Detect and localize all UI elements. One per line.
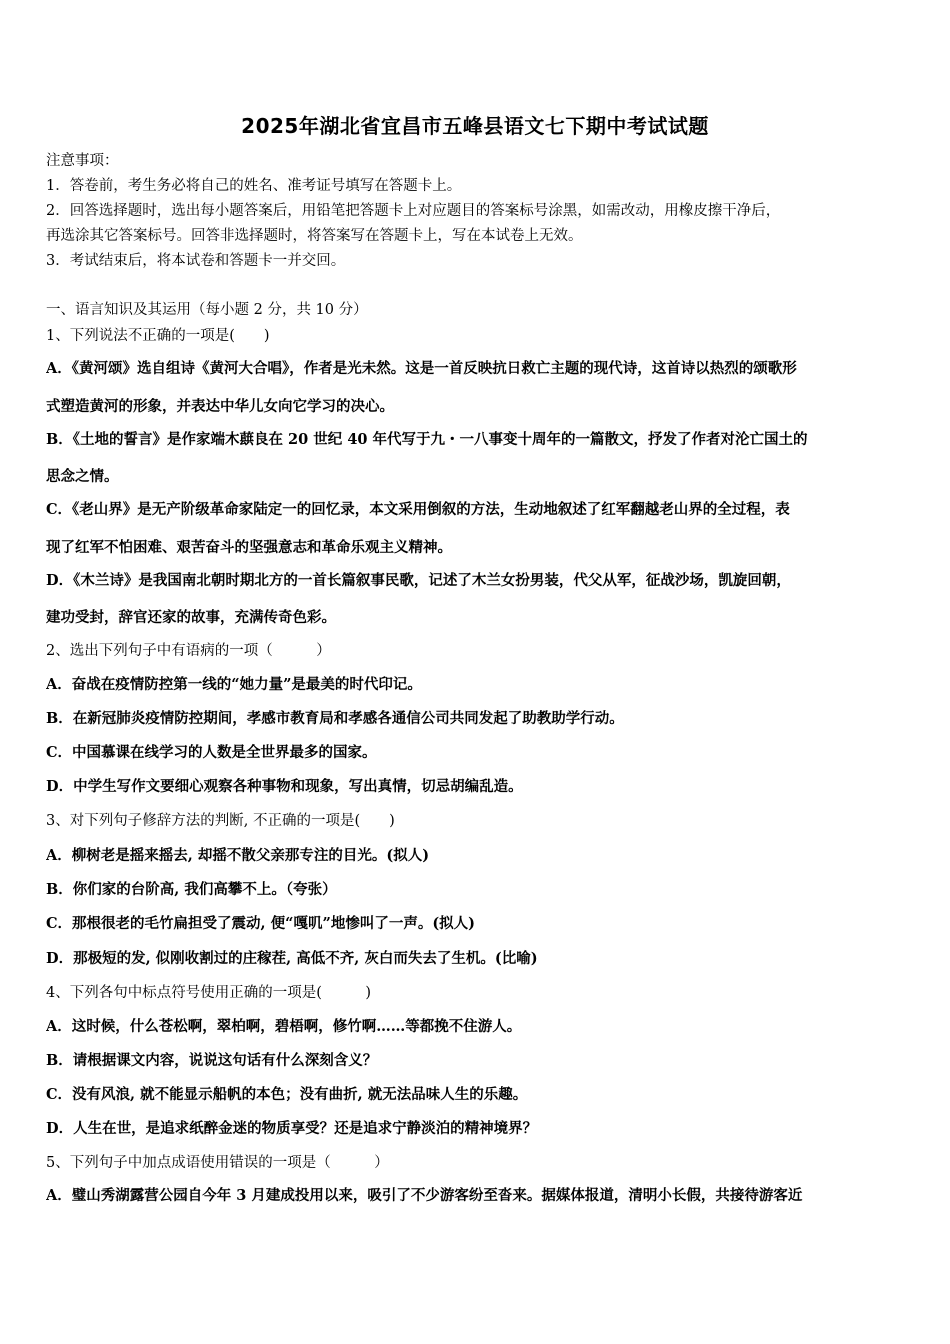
question-3-option-c: C．那根很老的毛竹扁担受了震动, 便“嘎叽”地惨叫了一声。(拟人) — [46, 915, 476, 932]
notice-line: 3．考试结束后，将本试卷和答题卡一并交回。 — [46, 253, 346, 269]
question-1-option-a-cont: 式塑造黄河的形象，并表达中华儿女向它学习的决心。 — [46, 398, 394, 415]
question-1-option-c-cont: 现了红军不怕困难、艰苦奋斗的坚强意志和革命乐观主义精神。 — [46, 539, 452, 556]
question-1-option-a: A．《黄河颂》选自组诗《黄河大合唱》，作者是光未然。这是一首反映抗日救亡主题的现代诗，这首诗以热烈的颂歌形 — [46, 360, 797, 377]
question-1-stem: 1、下列说法不正确的一项是( ) — [46, 328, 270, 344]
question-1-option-d-cont: 建功受封，辞官还家的故事，充满传奇色彩。 — [46, 609, 336, 626]
question-4-option-b: B．请根据课文内容，说说这句话有什么深刻含义？ — [46, 1052, 378, 1069]
question-1-option-b: B．《土地的誓言》是作家端木蕻良在 20 世纪 40 年代写于九・一八事变十周年的一篇散文，抒发了作者对沦亡国土的 — [46, 431, 808, 448]
notice-line: 再选涂其它答案标号。回答非选择题时，将答案写在答题卡上，写在本试卷上无效。 — [46, 228, 583, 244]
question-5-stem: 5、下列句子中加点成语使用错误的一项是（ ） — [46, 1155, 389, 1171]
question-3-option-d: D．那极短的发, 似刚收割过的庄稼茬, 高低不齐, 灰白而失去了生机。(比喻) — [46, 950, 538, 967]
question-3-option-a: A．柳树老是摇来摇去, 却摇不散父亲那专注的目光。(拟人) — [46, 847, 430, 864]
question-5-option-a: A．璧山秀湖露营公园自今年 3 月建成投用以来，吸引了不少游客纷至沓来。据媒体报道，清明小长假，共接待游客近 — [46, 1187, 803, 1204]
question-4-stem: 4、下列各句中标点符号使用正确的一项是( ) — [46, 985, 372, 1001]
notice-heading: 注意事项： — [46, 153, 119, 169]
question-1-option-d: D．《木兰诗》是我国南北朝时期北方的一首长篇叙事民歌，记述了木兰女扮男装，代父从军，征战沙场，凯旋回朝， — [46, 572, 791, 589]
question-1-option-b-cont: 思念之情。 — [46, 468, 119, 485]
notice-line: 2．回答选择题时，选出每小题答案后，用铅笔把答题卡上对应题目的答案标号涂黑，如需改动，用橡皮擦干净后， — [46, 203, 781, 219]
question-4-option-c: C．没有风浪, 就不能显示船帆的本色；没有曲折, 就无法品味人生的乐趣。 — [46, 1086, 528, 1103]
question-4-option-a: A．这时候，什么苍松啊，翠柏啊，碧梧啊，修竹啊……等都挽不住游人。 — [46, 1018, 522, 1035]
page-title: 2025年湖北省宜昌市五峰县语文七下期中考试试题 — [241, 114, 709, 138]
question-3-stem: 3、对下列句子修辞方法的判断, 不正确的一项是( ) — [46, 813, 395, 829]
question-3-option-b: B．你们家的台阶高, 我们高攀不上。（夸张） — [46, 881, 337, 898]
section-heading: 一、语言知识及其运用（每小题 2 分，共 10 分） — [46, 302, 368, 318]
notice-line: 1．答卷前，考生务必将自己的姓名、准考证号填写在答题卡上。 — [46, 178, 462, 194]
question-2-option-d: D．中学生写作文要细心观察各种事物和现象，写出真情，切忌胡编乱造。 — [46, 778, 523, 795]
question-1-option-c: C．《老山界》是无产阶级革命家陆定一的回忆录，本文采用倒叙的方法，生动地叙述了红军翻越老山界的全过程，表 — [46, 501, 790, 518]
question-2-option-b: B．在新冠肺炎疫情防控期间，孝感市教育局和孝感各通信公司共同发起了助教助学行动。 — [46, 710, 624, 727]
question-2-option-a: A．奋战在疫情防控第一线的“她力量”是最美的时代印记。 — [46, 676, 422, 693]
question-2-option-c: C．中国慕课在线学习的人数是全世界最多的国家。 — [46, 744, 377, 761]
question-4-option-d: D．人生在世，是追求纸醉金迷的物质享受？还是追求宁静淡泊的精神境界？ — [46, 1120, 538, 1137]
question-2-stem: 2、选出下列句子中有语病的一项（ ） — [46, 643, 331, 659]
